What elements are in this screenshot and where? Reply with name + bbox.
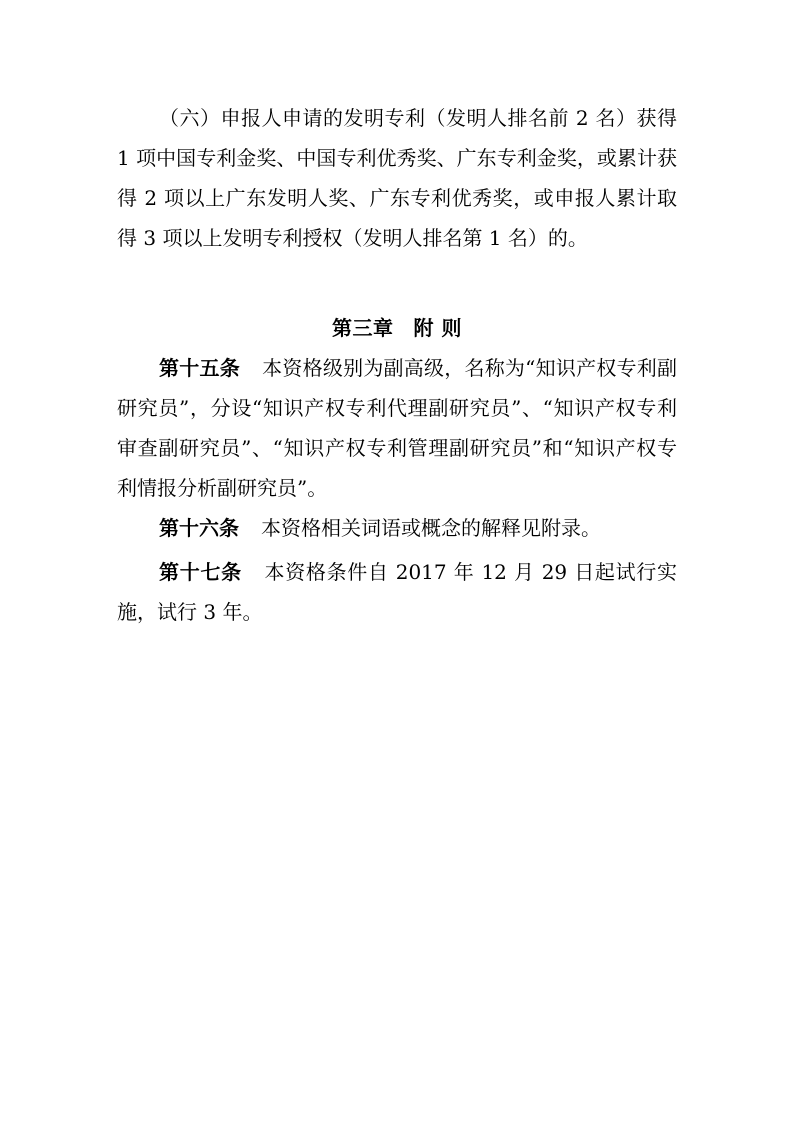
article-15 (117, 348, 677, 508)
article-15-label: 第十五条 (159, 356, 240, 380)
article-16-label: 第十六条 (159, 516, 239, 540)
chapter-number: 第三章 (332, 316, 394, 340)
article-17-label: 第十七条 (159, 560, 242, 584)
chapter-title: 附 则 (413, 316, 462, 340)
article-16-text: 本资格相关词语或概念的解释见附录。 (261, 516, 601, 540)
article-15-text: 本资格级别为副高级，名称为“知识产权专利副研究员”，分设“知识产权专利代理副研究员”、“知识产权专利审查副研究员”、“知识产权专利管理副研究员”和“知识产权专利情报分析副研究员”。 (117, 356, 678, 500)
article-16 (117, 508, 677, 548)
article-17 (117, 552, 677, 632)
chapter-heading (117, 308, 677, 348)
article-17-text: 本资格条件自 2017 年 12 月 29 日起试行实施，试行 3 年。 (117, 560, 677, 624)
paragraph-item-6: （六）申报人申请的发明专利（发明人排名前 2 名）获得 1 项中国专利金奖、中国专利优秀奖、广东专利金奖，或累计获得 2 项以上广东发明人奖、广东专利优秀奖，或申报人累计取得 3 项以上发明专利授权（发明人排名第 1 名）的。 (117, 106, 677, 250)
